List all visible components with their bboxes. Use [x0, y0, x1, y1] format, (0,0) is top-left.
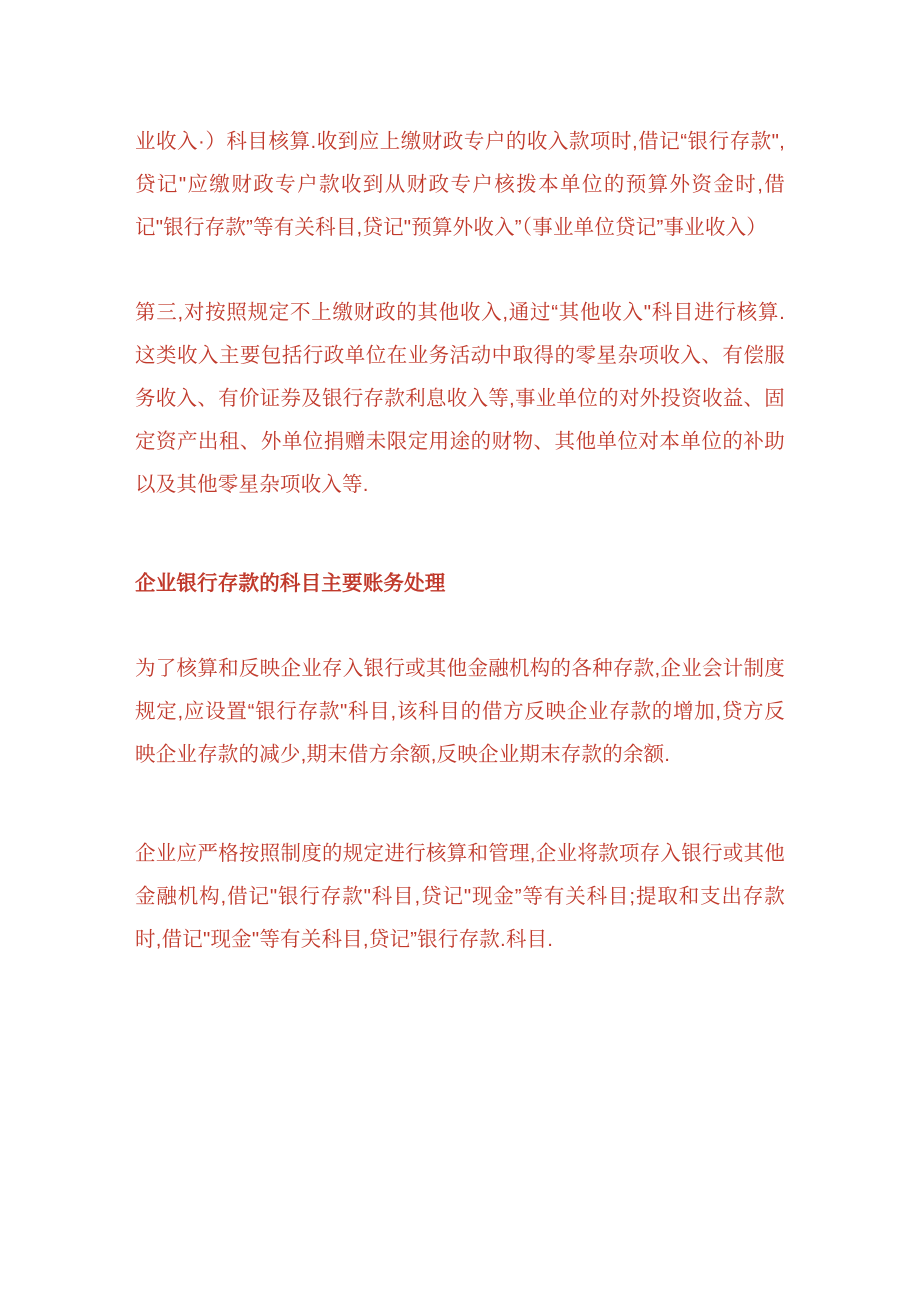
paragraph-block: 业收入·）科目核算.收到应上缴财政专户的收入款项时,借记“银行存款",贷记"应缴财政专户款收到从财政专户核拨本单位的预算外资金时,借记"银行存款”等有关科目,贷记"预算外收入”（事业单位贷记”事业收入） [135, 130, 785, 239]
paragraph-block: 为了核算和反映企业存入银行或其他金融机构的各种存款,企业会计制度规定,应设置“银行存款"科目,该科目的借方反映企业存款的增加,贷方反映企业存款的减少,期末借方余额,反映企业期末存款的余额. [135, 657, 785, 766]
paragraph-block: 企业应严格按照制度的规定进行核算和管理,企业将款项存入银行或其他金融机构,借记"银行存款"科目,贷记"现金”等有关科目;提取和支出存款时,借记"现金"等有关科目,贷记”银行存款.科目. [135, 842, 785, 951]
block-spacer [135, 776, 785, 832]
block-spacer [135, 605, 785, 647]
block-spacer [135, 506, 785, 562]
block-spacer [135, 249, 785, 291]
section-heading: 企业银行存款的科目主要账务处理 [135, 572, 446, 595]
paragraph-block: 第三,对按照规定不上缴财政的其他收入,通过“其他收入"科目进行核算.这类收入主要包括行政单位在业务活动中取得的零星杂项收入、有偿服务收入、有价证券及银行存款利息收入等,事业单位的对外投资收益、固定资产出租、外单位捐赠未限定用途的财物、其他单位对本单位的补助以及其他零星杂项收入等. [135, 301, 785, 496]
